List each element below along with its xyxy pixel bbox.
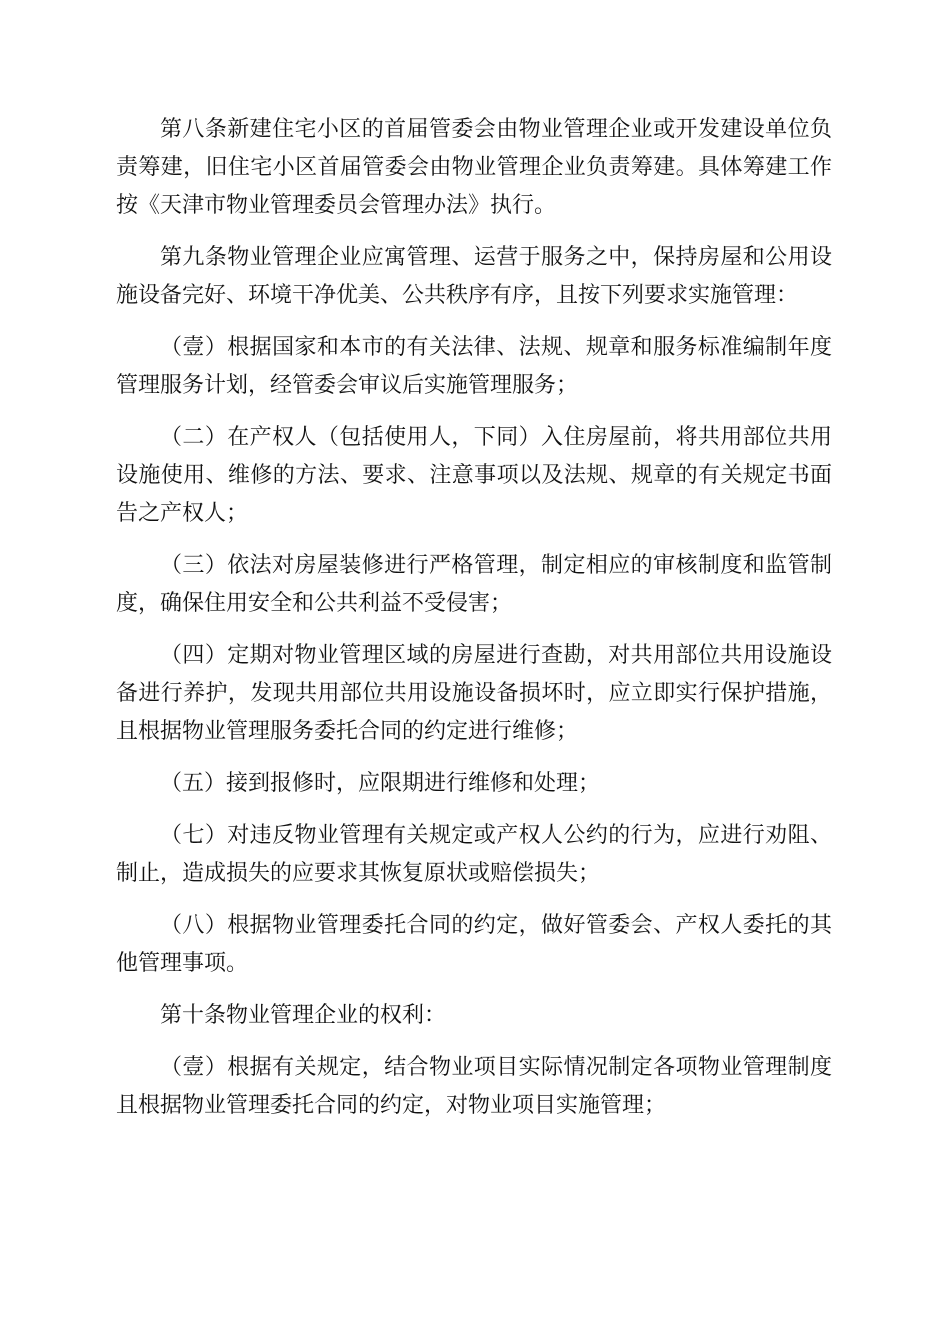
paragraph-article-9-item-4: （四）定期对物业管理区域的房屋进行查勘，对共用部位共用设施设备进行养护，发现共用部位共用设施设备损坏时，应立即实行保护措施，且根据物业管理服务委托合同的约定进行维修；: [116, 643, 832, 744]
paragraph-article-9: 第九条物业管理企业应寓管理、运营于服务之中，保持房屋和公用设施设备完好、环境干净优美、公共秩序有序，且按下列要求实施管理：: [116, 245, 832, 308]
paragraph-article-10: 第十条物业管理企业的权利：: [160, 1003, 447, 1028]
paragraph-article-9-item-7: （七）对违反物业管理有关规定或产权人公约的行为，应进行劝阻、制止，造成损失的应要求其恢复原状或赔偿损失；: [116, 823, 832, 886]
paragraph-article-9-item-3: （三）依法对房屋装修进行严格管理，制定相应的审核制度和监管制度，确保住用安全和公共利益不受侵害；: [116, 553, 832, 616]
paragraph-article-9-item-8: （八）根据物业管理委托合同的约定，做好管委会、产权人委托的其他管理事项。: [116, 913, 832, 976]
paragraph-article-9-item-1: （壹）根据国家和本市的有关法律、法规、规章和服务标准编制年度管理服务计划，经管委会审议后实施管理服务；: [116, 335, 832, 398]
paragraph-article-8: 第八条新建住宅小区的首届管委会由物业管理企业或开发建设单位负责筹建，旧住宅小区首届管委会由物业管理企业负责筹建。具体筹建工作按《天津市物业管理委员会管理办法》执行。: [116, 117, 832, 218]
document-page: [116, 111, 832, 1139]
paragraph-article-9-item-5: （五）接到报修时，应限期进行维修和处理；: [160, 771, 601, 796]
paragraph-article-9-item-2: （二）在产权人（包括使用人，下同）入住房屋前，将共用部位共用设施使用、维修的方法、要求、注意事项以及法规、规章的有关规定书面告之产权人；: [116, 425, 832, 526]
paragraph-article-10-item-1: （壹）根据有关规定，结合物业项目实际情况制定各项物业管理制度且根据物业管理委托合同的约定，对物业项目实施管理；: [116, 1055, 832, 1118]
